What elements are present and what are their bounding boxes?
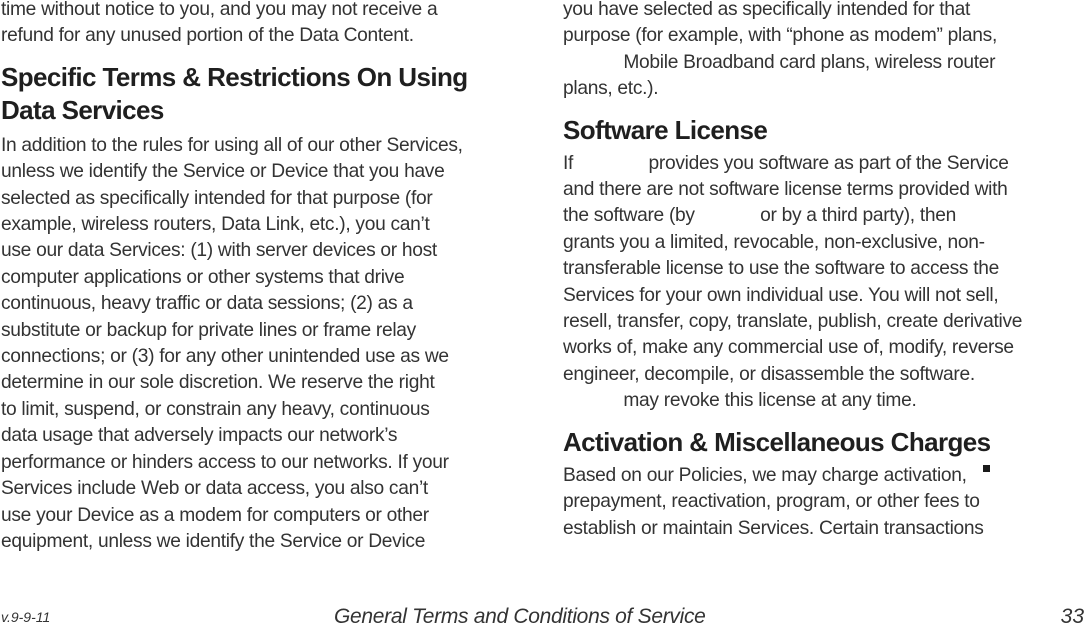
body-line: may revoke this license at any time. xyxy=(563,390,917,412)
body-line: establish or maintain Services. Certain transactions xyxy=(563,517,984,539)
body-line: prepayment, reactivation, program, or other fees to xyxy=(563,491,980,513)
body-line: data usage that adversely impacts our network’s xyxy=(1,425,398,447)
left-column xyxy=(1,0,529,555)
heading-line: Specific Terms & Restrictions On Using xyxy=(1,61,468,92)
body-line: If provides you software as part of the Service xyxy=(563,152,1009,174)
body-line: substitute or backup for private lines or frame relay xyxy=(1,319,416,341)
activation-charges-heading xyxy=(563,426,1085,459)
data-services-heading xyxy=(1,61,529,127)
body-line: engineer, decompile, or disassemble the software. xyxy=(563,363,975,385)
body-line: to limit, suspend, or constrain any heavy, continuous xyxy=(1,398,430,420)
body-line: selected as specifically intended for that purpose (for xyxy=(1,187,433,209)
body-line: In addition to the rules for using all of our other Services, xyxy=(1,134,463,156)
version-label: v.9-9-11 xyxy=(1,609,51,625)
body-line: example, wireless routers, Data Link, etc.), you can’t xyxy=(1,214,430,236)
body-line: performance or hinders access to our networks. If your xyxy=(1,451,449,473)
left-intro-paragraph xyxy=(1,0,529,50)
heading-line: Data Services xyxy=(1,94,164,125)
left-intro-line: refund for any unused portion of the Data Content. xyxy=(1,25,414,47)
body-line: and there are not software license terms provided with xyxy=(563,179,1008,201)
body-line: the software (by or by a third party), then xyxy=(563,205,957,227)
text-cursor-marker xyxy=(983,465,990,472)
right-column xyxy=(563,0,1085,542)
body-line: Services include Web or data access, you also can’t xyxy=(1,478,428,500)
body-line: connections; or (3) for any other unintended use as we xyxy=(1,346,449,368)
software-license-paragraph xyxy=(563,151,1085,415)
body-line: works of, make any commercial use of, modify, reverse xyxy=(563,337,1014,359)
body-line: computer applications or other systems that drive xyxy=(1,266,405,288)
activation-charges-paragraph xyxy=(563,463,1085,542)
body-line: determine in our sole discretion. We reserve the right xyxy=(1,372,435,394)
body-line: Based on our Policies, we may charge activation, xyxy=(563,464,967,486)
body-line: grants you a limited, revocable, non-exclusive, non- xyxy=(563,231,985,253)
right-intro-line: purpose (for example, with “phone as modem” plans, xyxy=(563,25,997,47)
heading-line: Activation & Miscellaneous Charges xyxy=(563,426,991,457)
body-line: use your Device as a modem for computers or other xyxy=(1,504,429,526)
right-intro-line: you have selected as specifically intended for that xyxy=(563,0,971,20)
heading-line: Software License xyxy=(563,114,768,145)
right-intro-paragraph xyxy=(563,0,1085,103)
page-number: 33 xyxy=(1060,605,1084,628)
body-line: continuous, heavy traffic or data sessions; (2) as a xyxy=(1,293,413,315)
data-services-paragraph xyxy=(1,133,529,556)
body-line: equipment, unless we identify the Service or Device xyxy=(1,530,426,552)
right-intro-line: plans, etc.). xyxy=(563,78,659,100)
page-footer xyxy=(0,604,1087,628)
body-line: unless we identify the Service or Device that you have xyxy=(1,161,445,183)
footer-title: General Terms and Conditions of Service xyxy=(334,605,706,628)
left-intro-line: time without notice to you, and you may not receive a xyxy=(1,0,438,20)
right-intro-line: Mobile Broadband card plans, wireless router xyxy=(563,51,996,73)
software-license-heading xyxy=(563,114,1085,147)
body-line: transferable license to use the software to access the xyxy=(563,258,1000,280)
body-line: resell, transfer, copy, translate, publish, create derivative xyxy=(563,311,1023,333)
body-line: use our data Services: (1) with server devices or host xyxy=(1,240,437,262)
body-line: Services for your own individual use. You will not sell, xyxy=(563,284,999,306)
